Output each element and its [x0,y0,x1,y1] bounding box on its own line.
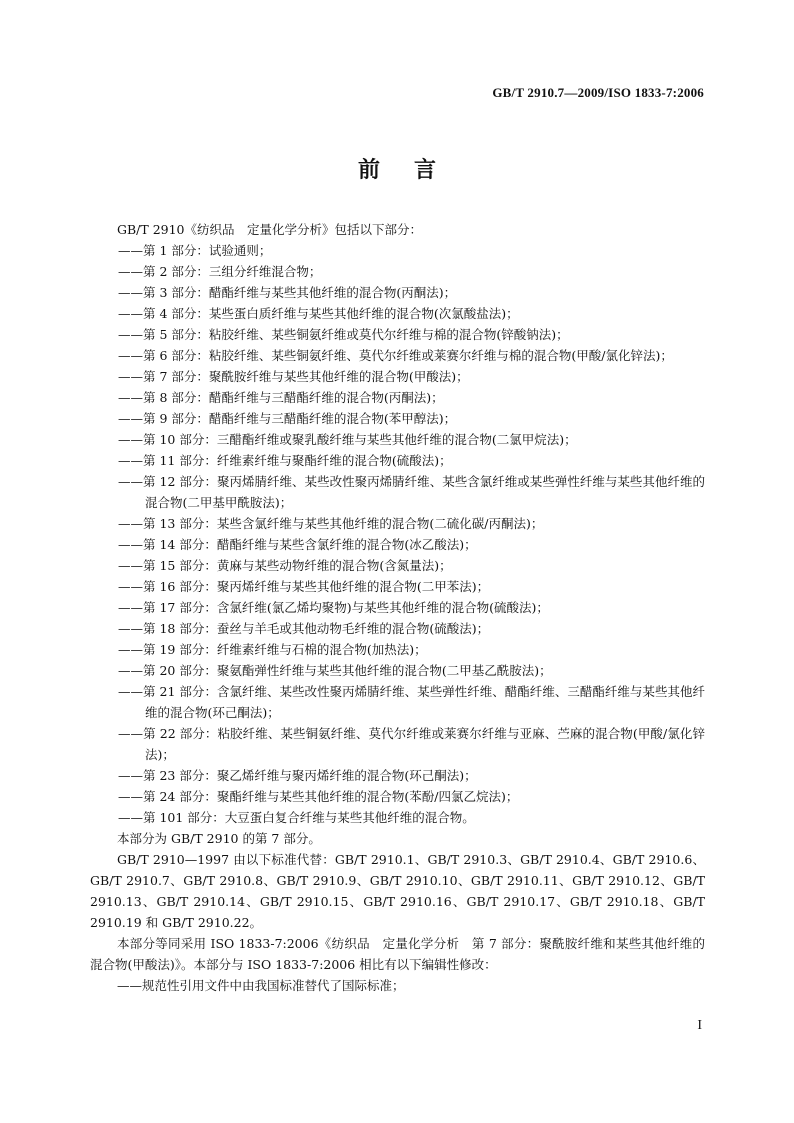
part-list-item: ——第 24 部分：聚酯纤维与某些其他纤维的混合物(苯酚/四氯乙烷法)； [118,789,519,804]
part-list-item: ——第 23 部分：聚乙烯纤维与聚丙烯纤维的混合物(环己酮法)； [118,768,477,783]
part-list-item: ——第 1 部分：试验通则； [118,243,272,258]
part-list-item: ——第 4 部分：某些蛋白质纤维与某些其他纤维的混合物(次氯酸盐法)； [118,306,519,321]
part-list-item: ——第 21 部分：含氯纤维、某些改性聚丙烯腈纤维、某些弹性纤维、醋酯纤维、三醋酯纤维与某些其他纤维的混合物(环己酮法)； [118,684,705,720]
parts-list [90,240,705,828]
part-list-item: ——第 16 部分：聚丙烯纤维与某些其他纤维的混合物(二甲苯法)； [118,579,490,594]
intro-paragraph: GB/T 2910《纺织品 定量化学分析》包括以下部分： [117,222,423,237]
part-list-item: ——第 12 部分：聚丙烯腈纤维、某些改性聚丙烯腈纤维、某些含氯纤维或某些弹性纤维与某些其他纤维的混合物(二甲基甲酰胺法)； [118,474,705,510]
part-list-item: ——第 17 部分：含氯纤维(氯乙烯均聚物)与某些其他纤维的混合物(硫酸法)； [118,600,549,615]
part-list-item: ——第 20 部分：聚氨酯弹性纤维与某些其他纤维的混合物(二甲基乙酰胺法)； [118,663,552,678]
part-list-item: ——第 3 部分：醋酯纤维与某些其他纤维的混合物(丙酮法)； [118,285,457,300]
part-list-item: ——第 10 部分：三醋酯纤维或聚乳酸纤维与某些其他纤维的混合物(二氯甲烷法)； [118,432,577,447]
part-list-item: ——第 101 部分：大豆蛋白复合纤维与某些其他纤维的混合物。 [118,810,475,825]
part-list-item: ——第 13 部分：某些含氯纤维与某些其他纤维的混合物(二硫化碳/丙酮法)； [118,516,544,531]
page-title: 前言 [357,157,470,183]
part-list-item: ——第 9 部分：醋酯纤维与三醋酯纤维的混合物(苯甲醇法)； [118,411,457,426]
preface-body [90,219,705,996]
part-list-item: ——第 14 部分：醋酯纤维与某些含氯纤维的混合物(冰乙酸法)； [118,537,477,552]
part-list-item: ——第 6 部分：粘胶纤维、某些铜氨纤维、莫代尔纤维或莱赛尔纤维与棉的混合物(甲酸/氯化锌法)； [118,348,673,363]
part-list-item: ——第 22 部分：粘胶纤维、某些铜氨纤维、莫代尔纤维或莱赛尔纤维与亚麻、苎麻的混合物(甲酸/氯化锌法)； [118,726,705,762]
document-code-header: GB/T 2910.7—2009/ISO 1833-7:2006 [492,85,704,100]
part-list-item: ——第 18 部分：蚕丝与羊毛或其他动物毛纤维的混合物(硫酸法)； [118,621,490,636]
part-list-item: ——第 7 部分：聚酰胺纤维与某些其他纤维的混合物(甲酸法)； [118,369,469,384]
part-list-item: ——第 19 部分：纤维素纤维与石棉的混合物(加热法)； [118,642,427,657]
part-list-item: ——第 11 部分：纤维素纤维与聚酯纤维的混合物(硫酸法)； [118,453,452,468]
part-list-item: ——第 5 部分：粘胶纤维、某些铜氨纤维或莫代尔纤维与棉的混合物(锌酸钠法)； [118,327,569,342]
page-number: I [697,1018,702,1033]
paragraph-edit-note: ——规范性引用文件中由我国标准替代了国际标准； [117,978,405,993]
paragraph-part-statement: 本部分为 GB/T 2910 的第 7 部分。 [117,831,321,846]
paragraph-adoption: 本部分等同采用 ISO 1833-7:2006《纺织品 定量化学分析 第 7 部分：聚酰胺纤维和某些其他纤维的混合物(甲酸法)》。本部分与 ISO 1833-7:2006 相比有以下编辑性修改： [90,936,705,972]
part-list-item: ——第 2 部分：三组分纤维混合物； [118,264,322,279]
part-list-item: ——第 15 部分：黄麻与某些动物纤维的混合物(含氮量法)； [118,558,452,573]
paragraph-replacement: GB/T 2910—1997 由以下标准代替：GB/T 2910.1、GB/T 2910.3、GB/T 2910.4、GB/T 2910.6、GB/T 2910.7、GB/T 2910.8、GB/T 2910.9、GB/T 2910.10、GB/T 2910.11、GB/T 2910.12、GB/T 2910.13、GB/T 2910.14、GB/T 2910.15、GB/T 2910.16、GB/T 2910.17、GB/T 2910.18、GB/T 2910.19 和 GB/T 2910.22。 [90,852,705,930]
part-list-item: ——第 8 部分：醋酯纤维与三醋酯纤维的混合物(丙酮法)； [118,390,444,405]
